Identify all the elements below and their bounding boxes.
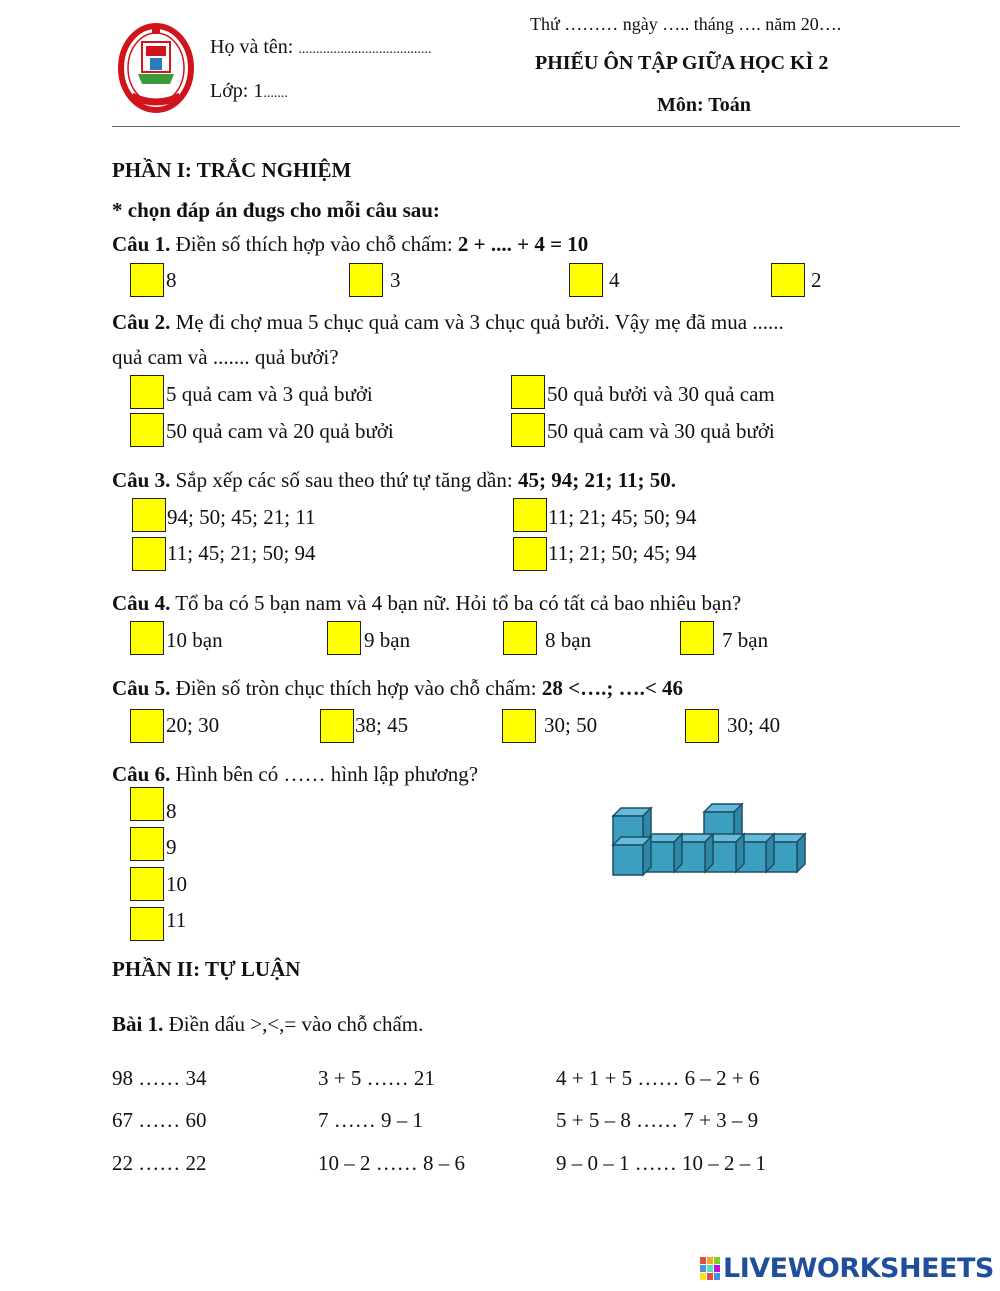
q6-answer-box-4[interactable] — [130, 907, 164, 941]
name-field — [210, 36, 431, 59]
q1-text: Điền số thích hợp vào chỗ chấm: — [170, 232, 458, 256]
q3-answer-box-3[interactable] — [132, 537, 166, 571]
q1-label: Câu 1. — [112, 232, 171, 256]
q4-label: Câu 4. — [112, 591, 171, 615]
q5-option-1: 20; 30 — [166, 713, 220, 737]
q6-answer-box-2[interactable] — [130, 827, 164, 861]
part1-heading: PHẦN I: TRẮC NGHIỆM — [112, 158, 352, 182]
q1-option-1: 8 — [166, 268, 177, 292]
q3-expr: 45; 94; 21; 11; 50. — [517, 468, 677, 492]
bai1-item[interactable]: 9 – 0 – 1 …… 10 – 2 – 1 — [556, 1151, 766, 1175]
q1-option-2: 3 — [390, 268, 401, 292]
liveworksheets-logo — [700, 1252, 994, 1284]
question-2 — [112, 310, 784, 335]
part2-heading: PHẦN II: TỰ LUẬN — [112, 957, 301, 981]
q2-option-4: 50 quả cam và 30 quả bưởi — [547, 419, 775, 443]
q2-answer-box-1[interactable] — [130, 375, 164, 409]
q2-option-3: 50 quả cam và 20 quả bưởi — [166, 419, 394, 443]
q6-option-2: 9 — [166, 835, 177, 859]
class-dots[interactable]: ....... — [263, 86, 288, 101]
q6-option-4: 11 — [166, 908, 187, 932]
question-5 — [112, 676, 683, 701]
q1-answer-box-4[interactable] — [771, 263, 805, 297]
q2-label: Câu 2. — [112, 310, 171, 334]
question-6 — [112, 762, 478, 787]
q6-label: Câu 6. — [112, 762, 171, 786]
q5-answer-box-3[interactable] — [502, 709, 536, 743]
bai1-item[interactable]: 4 + 1 + 5 …… 6 – 2 + 6 — [556, 1066, 760, 1090]
bai1-text: Điền dấu >,<,= vào chỗ chấm. — [163, 1012, 424, 1036]
school-logo — [116, 14, 196, 118]
class-label: Lớp: 1 — [210, 80, 264, 102]
q4-text: Tổ ba có 5 bạn nam và 4 bạn nữ. Hỏi tổ ba có tất cả bao nhiêu bạn? — [170, 591, 742, 615]
page-title: PHIẾU ÔN TẬP GIỮA HỌC KÌ 2 — [535, 52, 829, 74]
q4-option-4: 7 bạn — [722, 628, 769, 652]
q2-option-1: 5 quả cam và 3 quả bưởi — [166, 382, 373, 406]
bai1-label: Bài 1. — [112, 1012, 164, 1036]
q5-answer-box-4[interactable] — [685, 709, 719, 743]
q3-answer-box-2[interactable] — [513, 498, 547, 532]
q5-answer-box-1[interactable] — [130, 709, 164, 743]
q4-answer-box-4[interactable] — [680, 621, 714, 655]
q1-option-3: 4 — [609, 268, 620, 292]
question-1 — [112, 232, 588, 257]
q2-text: Mẹ đi chợ mua 5 chục quả cam và 3 chục quả bưởi. Vậy mẹ đã mua ...... — [170, 310, 784, 334]
q2-text-line2: quả cam và ....... quả bưởi? — [112, 345, 339, 369]
q3-option-2: 11; 21; 45; 50; 94 — [548, 505, 697, 529]
q4-answer-box-3[interactable] — [503, 621, 537, 655]
q4-option-1: 10 bạn — [166, 628, 223, 652]
q1-answer-box-1[interactable] — [130, 263, 164, 297]
q3-option-1: 94; 50; 45; 21; 11 — [167, 505, 316, 529]
q2-option-2: 50 quả bưởi và 30 quả cam — [547, 382, 775, 406]
liveworksheets-grid-icon — [700, 1257, 720, 1280]
q2-answer-box-3[interactable] — [130, 413, 164, 447]
bai1-item[interactable]: 7 …… 9 – 1 — [318, 1108, 423, 1132]
q4-answer-box-1[interactable] — [130, 621, 164, 655]
bai1-item[interactable]: 98 …… 34 — [112, 1066, 207, 1090]
q6-option-1: 8 — [166, 799, 177, 823]
bai1-item[interactable]: 5 + 5 – 8 …… 7 + 3 – 9 — [556, 1108, 759, 1132]
header-divider — [112, 126, 960, 127]
q5-label: Câu 5. — [112, 676, 171, 700]
q6-text: Hình bên có …… hình lập phương? — [170, 762, 479, 786]
liveworksheets-brand-text: LIVEWORKSHEETS — [723, 1252, 994, 1284]
q4-option-3: 8 bạn — [545, 628, 592, 652]
name-dots[interactable]: ...................................... — [298, 42, 432, 57]
q3-text: Sắp xếp các số sau theo thứ tự tăng dần: — [170, 468, 518, 492]
date-line: Thứ ……… ngày ….. tháng …. năm 20…. — [530, 14, 842, 34]
q1-answer-box-2[interactable] — [349, 263, 383, 297]
q2-answer-box-4[interactable] — [511, 413, 545, 447]
q6-answer-box-1[interactable] — [130, 787, 164, 821]
bai1-item[interactable]: 67 …… 60 — [112, 1108, 207, 1132]
bai1-prompt — [112, 1012, 423, 1037]
q1-answer-box-3[interactable] — [569, 263, 603, 297]
q3-option-3: 11; 45; 21; 50; 94 — [167, 541, 316, 565]
q6-option-3: 10 — [166, 872, 187, 896]
q3-answer-box-1[interactable] — [132, 498, 166, 532]
q5-text: Điền số tròn chục thích hợp vào chỗ chấm: — [170, 676, 542, 700]
bai1-item[interactable]: 3 + 5 …… 21 — [318, 1066, 435, 1090]
q1-expr: 2 + .... + 4 = 10 — [457, 232, 589, 256]
q3-label: Câu 3. — [112, 468, 171, 492]
name-label: Họ và tên: — [210, 36, 294, 58]
bai1-item[interactable]: 10 – 2 …… 8 – 6 — [318, 1151, 465, 1175]
q6-answer-box-3[interactable] — [130, 867, 164, 901]
q3-option-4: 11; 21; 50; 45; 94 — [548, 541, 697, 565]
q5-option-2: 38; 45 — [355, 713, 409, 737]
q5-option-4: 30; 40 — [727, 713, 781, 737]
q5-expr: 28 <….; ….< 46 — [541, 676, 684, 700]
question-4 — [112, 591, 741, 616]
bai1-item[interactable]: 22 …… 22 — [112, 1151, 207, 1175]
part1-instruction: * chọn đáp án đugs cho mỗi câu sau: — [112, 198, 440, 222]
q5-option-3: 30; 50 — [544, 713, 598, 737]
q1-option-4: 2 — [811, 268, 822, 292]
cubes-figure — [610, 800, 812, 878]
question-3 — [112, 468, 676, 493]
q3-answer-box-4[interactable] — [513, 537, 547, 571]
q4-answer-box-2[interactable] — [327, 621, 361, 655]
q2-answer-box-2[interactable] — [511, 375, 545, 409]
q4-option-2: 9 bạn — [364, 628, 411, 652]
class-field — [210, 80, 288, 103]
subject: Môn: Toán — [657, 94, 751, 116]
q5-answer-box-2[interactable] — [320, 709, 354, 743]
